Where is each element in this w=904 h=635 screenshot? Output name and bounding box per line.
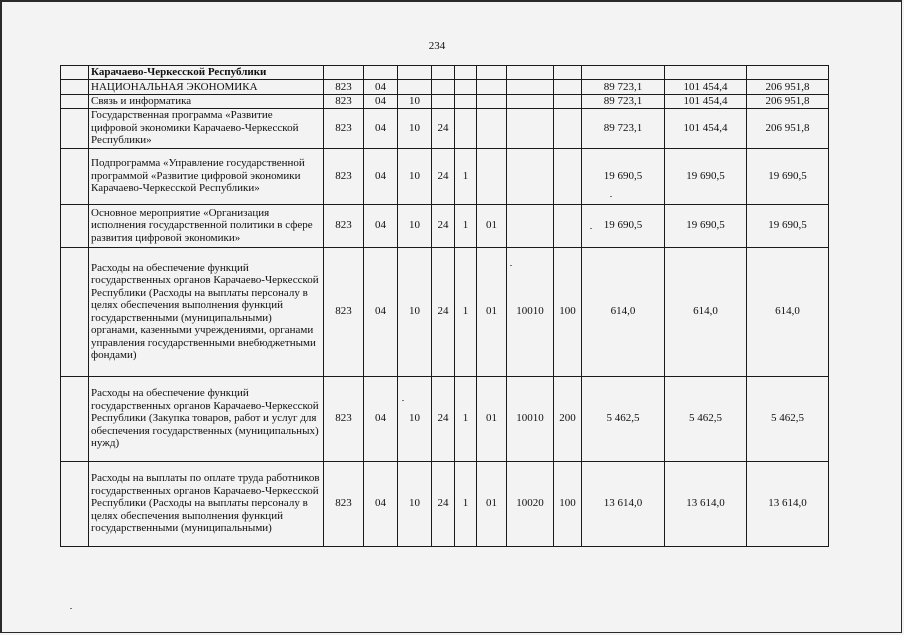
event-code xyxy=(477,108,507,148)
section-code: 04 xyxy=(364,461,398,546)
section-code: 04 xyxy=(364,148,398,204)
amount-year-2: 101 454,4 xyxy=(665,95,747,109)
section-code: 04 xyxy=(364,80,398,95)
subprogram-code: 1 xyxy=(455,247,477,376)
subsection-code xyxy=(398,80,432,95)
direction-code xyxy=(507,95,554,109)
scan-speck xyxy=(510,265,512,266)
row-number-cell xyxy=(61,204,89,247)
expense-type-code xyxy=(554,148,582,204)
table-row xyxy=(61,95,829,109)
direction-code xyxy=(507,108,554,148)
scan-speck xyxy=(590,228,592,229)
expense-type-code xyxy=(554,80,582,95)
direction-code xyxy=(507,148,554,204)
program-code: 24 xyxy=(432,204,455,247)
program-code xyxy=(432,80,455,95)
direction-code xyxy=(507,204,554,247)
direction-code xyxy=(507,80,554,95)
scan-speck xyxy=(402,400,404,401)
event-code: 01 xyxy=(477,204,507,247)
row-number-cell xyxy=(61,247,89,376)
amount-year-1: 19 690,5 xyxy=(582,204,665,247)
subsection-code: 10 xyxy=(398,148,432,204)
table-row xyxy=(61,66,829,80)
amount-year-3: 206 951,8 xyxy=(747,108,829,148)
table-row xyxy=(61,108,829,148)
amount-year-1: 5 462,5 xyxy=(582,376,665,461)
amount-year-1: 89 723,1 xyxy=(582,80,665,95)
row-description: Связь и информатика xyxy=(89,95,324,109)
event-code: 01 xyxy=(477,247,507,376)
amount-year-3: 13 614,0 xyxy=(747,461,829,546)
subsection-code: 10 xyxy=(398,204,432,247)
expense-type-code xyxy=(554,108,582,148)
table-row xyxy=(61,376,829,461)
table-row xyxy=(61,148,829,204)
amount-year-3: 19 690,5 xyxy=(747,204,829,247)
section-code xyxy=(364,66,398,80)
amount-year-3: 5 462,5 xyxy=(747,376,829,461)
section-code: 04 xyxy=(364,95,398,109)
amount-year-2: 101 454,4 xyxy=(665,80,747,95)
amount-year-1: 19 690,5 xyxy=(582,148,665,204)
direction-code: 10020 xyxy=(507,461,554,546)
expense-type-code: 100 xyxy=(554,461,582,546)
table-row xyxy=(61,461,829,546)
subprogram-code: 1 xyxy=(455,461,477,546)
row-number-cell xyxy=(61,376,89,461)
amount-year-1: 89 723,1 xyxy=(582,108,665,148)
subsection-code: 10 xyxy=(398,376,432,461)
subprogram-code: 1 xyxy=(455,148,477,204)
subprogram-code: 1 xyxy=(455,376,477,461)
section-code: 04 xyxy=(364,247,398,376)
amount-year-2: 5 462,5 xyxy=(665,376,747,461)
subsection-code: 10 xyxy=(398,247,432,376)
scan-speck xyxy=(610,196,612,197)
row-description: Расходы на выплаты по оплате труда работников государственных органов Карачаево-Черкесской Республики (Расходы на выплаты персоналу в целях обеспечения выполнения функций государственными (муниципальными) xyxy=(89,461,324,546)
amount-year-2: 614,0 xyxy=(665,247,747,376)
amount-year-1: 89 723,1 xyxy=(582,95,665,109)
expense-type-code xyxy=(554,66,582,80)
amount-year-3: 206 951,8 xyxy=(747,80,829,95)
event-code xyxy=(477,66,507,80)
row-description: Государственная программа «Развитие цифровой экономики Карачаево-Черкесской Республики» xyxy=(89,108,324,148)
subsection-code: 10 xyxy=(398,461,432,546)
scan-speck xyxy=(70,608,72,609)
row-number-cell xyxy=(61,80,89,95)
program-code xyxy=(432,66,455,80)
ministry-code: 823 xyxy=(324,461,364,546)
subsection-code xyxy=(398,66,432,80)
amount-year-2: 19 690,5 xyxy=(665,148,747,204)
subprogram-code xyxy=(455,95,477,109)
amount-year-2: 13 614,0 xyxy=(665,461,747,546)
amount-year-3: 206 951,8 xyxy=(747,95,829,109)
amount-year-1: 13 614,0 xyxy=(582,461,665,546)
subprogram-code xyxy=(455,66,477,80)
row-description: Расходы на обеспечение функций государственных органов Карачаево-Черкесской Республики (Расходы на выплаты персоналу в целях обеспечения выполнения функций государственными (муниципальными) органами, казенными учреждениями, органами управления государственными внебюджетными фондами) xyxy=(89,247,324,376)
row-description: Карачаево-Черкесской Республики xyxy=(89,66,324,80)
program-code: 24 xyxy=(432,461,455,546)
row-number-cell xyxy=(61,148,89,204)
table-row xyxy=(61,204,829,247)
amount-year-1: 614,0 xyxy=(582,247,665,376)
program-code: 24 xyxy=(432,376,455,461)
event-code: 01 xyxy=(477,461,507,546)
program-code: 24 xyxy=(432,148,455,204)
event-code xyxy=(477,148,507,204)
program-code: 24 xyxy=(432,247,455,376)
amount-year-2: 101 454,4 xyxy=(665,108,747,148)
row-description: Подпрограмма «Управление государственной программой «Развитие цифровой экономики Карачаево-Черкесской Республики» xyxy=(89,148,324,204)
ministry-code: 823 xyxy=(324,204,364,247)
page-number: 234 xyxy=(428,40,446,52)
subprogram-code xyxy=(455,108,477,148)
ministry-code: 823 xyxy=(324,247,364,376)
expense-type-code: 200 xyxy=(554,376,582,461)
ministry-code: 823 xyxy=(324,80,364,95)
subsection-code: 10 xyxy=(398,108,432,148)
ministry-code: 823 xyxy=(324,148,364,204)
event-code xyxy=(477,95,507,109)
event-code xyxy=(477,80,507,95)
row-number-cell xyxy=(61,95,89,109)
expense-type-code xyxy=(554,95,582,109)
row-description: Расходы на обеспечение функций государственных органов Карачаево-Черкесской Республики (Закупка товаров, работ и услуг для обеспечения государственных (муниципальных) нужд) xyxy=(89,376,324,461)
amount-year-1 xyxy=(582,66,665,80)
subprogram-code: 1 xyxy=(455,204,477,247)
section-code: 04 xyxy=(364,108,398,148)
row-number-cell xyxy=(61,66,89,80)
amount-year-3: 614,0 xyxy=(747,247,829,376)
amount-year-2 xyxy=(665,66,747,80)
ministry-code xyxy=(324,66,364,80)
budget-table-body xyxy=(61,66,829,547)
event-code: 01 xyxy=(477,376,507,461)
subprogram-code xyxy=(455,80,477,95)
expense-type-code: 100 xyxy=(554,247,582,376)
subsection-code: 10 xyxy=(398,95,432,109)
amount-year-3: 19 690,5 xyxy=(747,148,829,204)
program-code xyxy=(432,95,455,109)
expense-type-code xyxy=(554,204,582,247)
ministry-code: 823 xyxy=(324,376,364,461)
ministry-code: 823 xyxy=(324,95,364,109)
direction-code: 10010 xyxy=(507,376,554,461)
row-number-cell xyxy=(61,461,89,546)
amount-year-2: 19 690,5 xyxy=(665,204,747,247)
row-description: Основное мероприятие «Организация исполнения государственной политики в сфере развития цифровой экономики» xyxy=(89,204,324,247)
ministry-code: 823 xyxy=(324,108,364,148)
direction-code xyxy=(507,66,554,80)
direction-code: 10010 xyxy=(507,247,554,376)
section-code: 04 xyxy=(364,204,398,247)
section-code: 04 xyxy=(364,376,398,461)
program-code: 24 xyxy=(432,108,455,148)
table-row xyxy=(61,80,829,95)
row-number-cell xyxy=(61,108,89,148)
row-description: НАЦИОНАЛЬНАЯ ЭКОНОМИКА xyxy=(89,80,324,95)
amount-year-3 xyxy=(747,66,829,80)
table-row xyxy=(61,247,829,376)
budget-table xyxy=(60,65,829,547)
